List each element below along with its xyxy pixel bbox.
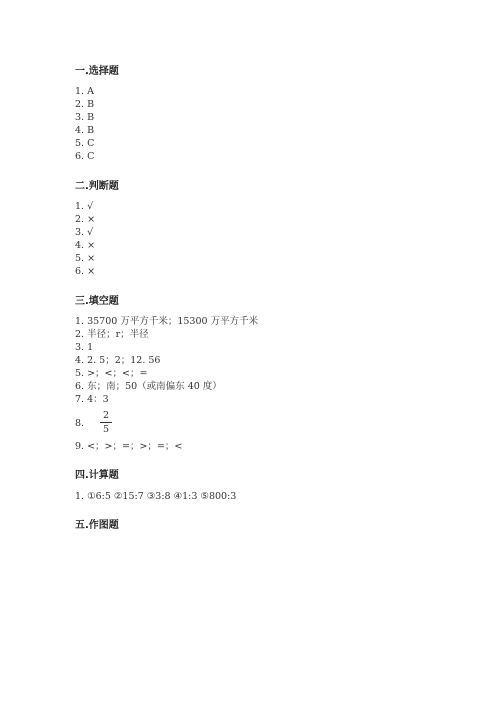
answer-line: 5. >；<；<；= xyxy=(75,368,148,379)
fraction-denominator: 5 xyxy=(102,424,110,435)
fraction xyxy=(100,410,112,435)
answer-line: 2. × xyxy=(75,214,96,225)
answer-line: 1. 35700 万平方千米；15300 万平方千米 xyxy=(75,316,259,327)
answer-line: 5. × xyxy=(75,253,96,264)
section-heading-calculation: 四.计算题 xyxy=(75,470,119,481)
answer-line: 5. C xyxy=(75,138,95,149)
answer-line: 7. 4：3 xyxy=(75,394,109,405)
section-heading-drawing: 五.作图题 xyxy=(75,520,119,531)
answer-line: 2. 半径；r；半径 xyxy=(75,329,149,340)
fraction-numerator: 2 xyxy=(102,410,110,421)
answer-line: 3. B xyxy=(75,112,95,123)
fraction-bar xyxy=(100,422,112,423)
answer-line: 4. B xyxy=(75,125,95,136)
answer-line: 4. × xyxy=(75,240,96,251)
answer-line: 1. √ xyxy=(75,201,94,212)
section-heading-fill-in: 三.填空题 xyxy=(75,296,119,307)
answer-line: 4. 2. 5；2；12. 56 xyxy=(75,355,161,366)
answer-line: 1. A xyxy=(75,86,94,97)
answer-line: 6. C xyxy=(75,151,95,162)
section-heading-judgement: 二.判断题 xyxy=(75,181,119,192)
answer-line: 6. × xyxy=(75,266,96,277)
answer-line: 1. ①6:5 ②15:7 ③3:8 ④1:3 ⑤800:3 xyxy=(75,491,237,502)
answer-line: 8. xyxy=(75,418,85,429)
answer-line: 6. 东；南；50（或南偏东 40 度） xyxy=(75,381,222,392)
answer-line: 3. √ xyxy=(75,227,94,238)
answer-line: 3. 1 xyxy=(75,342,94,353)
answer-line: 9. <；>；=；>；=；< xyxy=(75,441,183,452)
section-heading-choice: 一.选择题 xyxy=(75,66,119,77)
answer-line: 2. B xyxy=(75,99,95,110)
